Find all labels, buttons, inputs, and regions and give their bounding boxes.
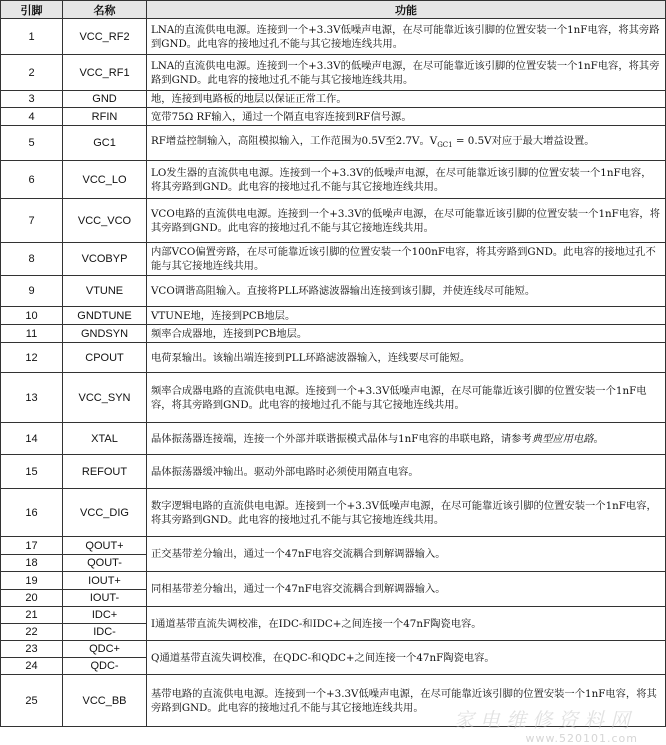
table-row: [1, 243, 666, 276]
pin-name: QOUT+: [63, 537, 147, 555]
pin-name: REFOUT: [63, 455, 147, 489]
table-row: [1, 537, 666, 555]
pin-number: 11: [1, 325, 63, 343]
pin-number: 9: [1, 276, 63, 307]
pin-description: 地，连接到电路板的地层以保证正常工作。: [147, 91, 666, 108]
pin-name: XTAL: [63, 423, 147, 455]
pin-name: VCC_RF2: [63, 19, 147, 55]
pin-number: 12: [1, 343, 63, 373]
pin-description: [147, 423, 666, 455]
table-row: [1, 607, 666, 624]
desc-subscript: GC1: [437, 141, 453, 150]
pin-name: IOUT-: [63, 590, 147, 607]
table-row: [1, 489, 666, 537]
pin-name: QDC-: [63, 658, 147, 675]
pin-description: LNA的直流供电电源。连接到一个+3.3V低噪声电源，在尽可能靠近该引脚的位置安装一个1nF电容，将其旁路到GND。此电容的接地过孔不能与其它接地连线共用。: [147, 19, 666, 55]
pin-name: VCC_VCO: [63, 199, 147, 243]
table-row: [1, 641, 666, 658]
pin-description: 宽带75Ω RF输入，通过一个隔直电容连接到RF信号源。: [147, 108, 666, 126]
pin-number: 8: [1, 243, 63, 276]
pin-name: VCOBYP: [63, 243, 147, 276]
pin-number: 25: [1, 675, 63, 727]
pin-number: 1: [1, 19, 63, 55]
desc-emphasis: 典型应用电路: [531, 432, 594, 445]
pin-description: VCO调谐高阻输入。直接将PLL环路滤波器输出连接到该引脚，并使连线尽可能短。: [147, 276, 666, 307]
pin-name: IDC-: [63, 624, 147, 641]
pin-name: VCC_DIG: [63, 489, 147, 537]
pin-description: 频率合成器电路的直流供电电源。连接到一个+3.3V低噪声电源，在尽可能靠近该引脚的位置安装一个1nF电容，将其旁路到GND。此电容的接地过孔不能与其它接地连线共用。: [147, 373, 666, 423]
desc-text: RF增益控制输入，高阻模拟输入，工作范围为0.5V至2.7V。V: [151, 134, 438, 147]
table-row: [1, 276, 666, 307]
pin-name: GC1: [63, 126, 147, 161]
pin-name: VTUNE: [63, 276, 147, 307]
table-row: [1, 126, 666, 161]
table-row: [1, 307, 666, 325]
pin-description: 内部VCO偏置旁路，在尽可能靠近该引脚的位置安装一个100nF电容，将其旁路到GND。此电容的接地过孔不能与其它接地连线共用。: [147, 243, 666, 276]
pin-name: QOUT-: [63, 555, 147, 572]
pin-name: GNDSYN: [63, 325, 147, 343]
pin-number: 24: [1, 658, 63, 675]
table-row: [1, 675, 666, 727]
watermark-url: www.520101.com: [525, 732, 638, 745]
table-row: [1, 572, 666, 590]
table-row: [1, 343, 666, 373]
pin-name: VCC_SYN: [63, 373, 147, 423]
table-row: [1, 199, 666, 243]
pin-number: 3: [1, 91, 63, 108]
pin-number: 15: [1, 455, 63, 489]
table-row: [1, 19, 666, 55]
table-row: [1, 55, 666, 91]
pin-description: 频率合成器地，连接到PCB地层。: [147, 325, 666, 343]
pin-number: 16: [1, 489, 63, 537]
table-row: [1, 91, 666, 108]
table-row: [1, 108, 666, 126]
pin-description: [147, 126, 666, 161]
header-function: 功能: [147, 1, 666, 19]
pin-description: LO发生器的直流供电电源。连接到一个+3.3V的低噪声电源，在尽可能靠近该引脚的位置安装一个1nF电容，将其旁路到GND。此电容的接地过孔不能与其它接地连线共用。: [147, 161, 666, 199]
pin-description: Q通道基带直流失调校准，在QDC-和QDC+之间连接一个47nF陶瓷电容。: [147, 641, 666, 675]
pin-description: VCO电路的直流供电电源。连接到一个+3.3V的低噪声电源，在尽可能靠近该引脚的位置安装一个1nF电容，将其旁路到GND。此电容的接地过孔不能与其它接地连线共用。: [147, 199, 666, 243]
pin-number: 14: [1, 423, 63, 455]
pin-name: GND: [63, 91, 147, 108]
pin-description: I通道基带直流失调校准，在IDC-和IDC+之间连接一个47nF陶瓷电容。: [147, 607, 666, 641]
pin-description: LNA的直流供电电源。连接到一个+3.3V的低噪声电源，在尽可能靠近该引脚的位置安装一个1nF电容，将其旁路到GND。此电容的接地过孔不能与其它接地连线共用。: [147, 55, 666, 91]
pin-number: 10: [1, 307, 63, 325]
header-pin: 引脚: [1, 1, 63, 19]
pin-description: 正交基带差分输出，通过一个47nF电容交流耦合到解调器输入。: [147, 537, 666, 572]
pin-description: VTUNE地，连接到PCB地层。: [147, 307, 666, 325]
pin-number: 23: [1, 641, 63, 658]
pin-description: 晶体振荡器缓冲输出。驱动外部电路时必须使用隔直电容。: [147, 455, 666, 489]
table-row: [1, 161, 666, 199]
pin-number: 21: [1, 607, 63, 624]
pin-description: 电荷泵输出。该输出端连接到PLL环路滤波器输入，连线要尽可能短。: [147, 343, 666, 373]
watermark: 家电维修资料网: [454, 708, 636, 732]
pin-name: IOUT+: [63, 572, 147, 590]
table-row: [1, 423, 666, 455]
pin-number: 6: [1, 161, 63, 199]
pin-name: VCC_BB: [63, 675, 147, 727]
pin-number: 2: [1, 55, 63, 91]
pin-name: CPOUT: [63, 343, 147, 373]
pin-name: VCC_RF1: [63, 55, 147, 91]
pin-number: 17: [1, 537, 63, 555]
pin-number: 22: [1, 624, 63, 641]
pin-name: IDC+: [63, 607, 147, 624]
pin-number: 13: [1, 373, 63, 423]
pin-number: 7: [1, 199, 63, 243]
pin-name: RFIN: [63, 108, 147, 126]
pin-description: 基带电路的直流供电电源。连接到一个+3.3V低噪声电源，在尽可能靠近该引脚的位置安装一个1nF电容，将其旁路到GND。此电容的接地过孔不能与其它接地连线共用。: [147, 675, 666, 727]
desc-text-after: 。: [593, 432, 604, 445]
pin-description: 数字逻辑电路的直流供电电源。连接到一个+3.3V低噪声电源，在尽可能靠近该引脚的位置安装一个1nF电容，将其旁路到GND。此电容的接地过孔不能与其它接地连线共用。: [147, 489, 666, 537]
table-row: [1, 455, 666, 489]
pin-description: 同相基带差分输出，通过一个47nF电容交流耦合到解调器输入。: [147, 572, 666, 607]
pin-number: 19: [1, 572, 63, 590]
desc-text-after: = 0.5V对应于最大增益设置。: [452, 134, 595, 147]
pin-number: 4: [1, 108, 63, 126]
pin-number: 20: [1, 590, 63, 607]
pin-number: 5: [1, 126, 63, 161]
pin-name: QDC+: [63, 641, 147, 658]
desc-text: 晶体振荡器连接端，连接一个外部并联谐振模式晶体与1nF电容的串联电路，请参考: [151, 432, 532, 445]
table-row: [1, 325, 666, 343]
pin-name: VCC_LO: [63, 161, 147, 199]
table-row: [1, 373, 666, 423]
pin-number: 18: [1, 555, 63, 572]
header-name: 名称: [63, 1, 147, 19]
pin-name: GNDTUNE: [63, 307, 147, 325]
